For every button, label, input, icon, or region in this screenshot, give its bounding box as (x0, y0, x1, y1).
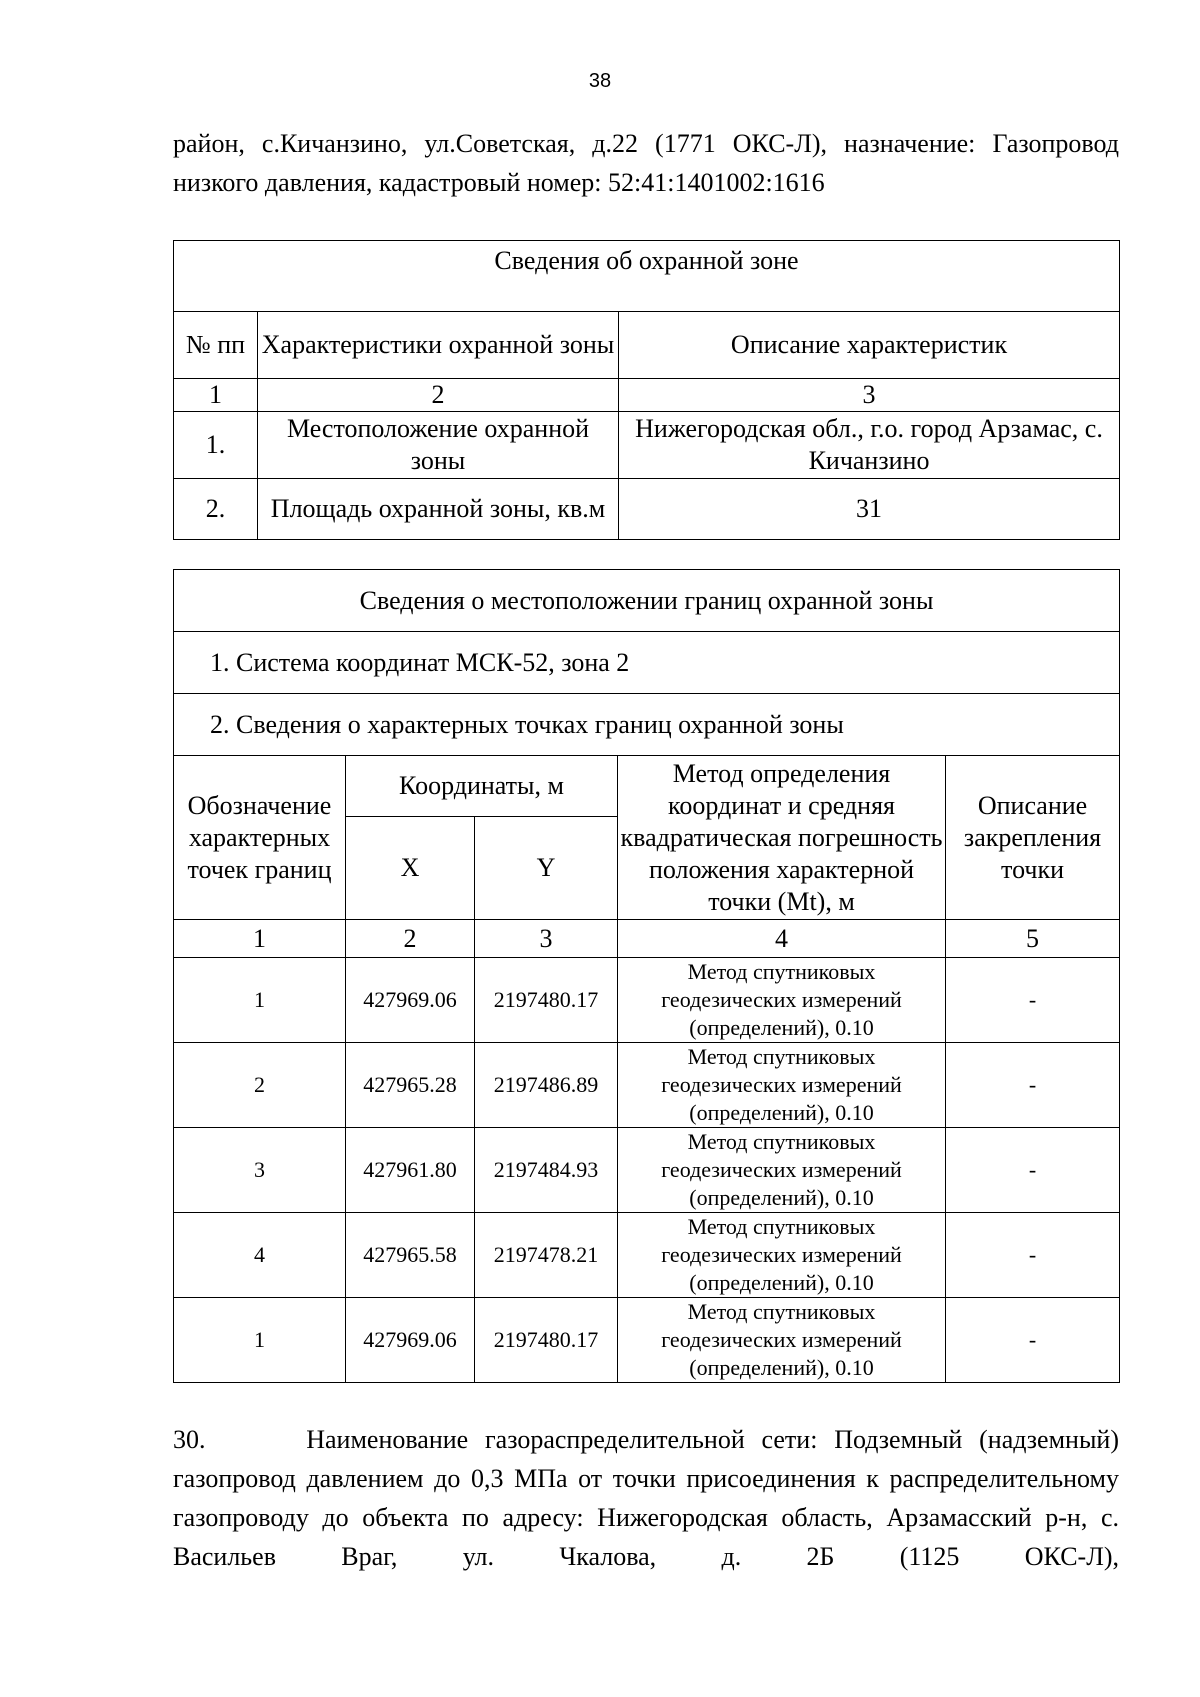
table-row (174, 412, 1120, 479)
header-designation: Обозначение характерных точек границ (174, 756, 346, 920)
point-id: 1 (174, 1298, 346, 1383)
table-row (174, 1213, 1120, 1298)
outro-number: 30. (173, 1425, 206, 1454)
table-row (174, 1043, 1120, 1128)
row-description: Нижегородская обл., г.о. город Арзамас, с. Кичанзино (619, 412, 1120, 479)
table-row (174, 958, 1120, 1043)
header-fixing: Описание закрепления точки (946, 756, 1120, 920)
row-num: 2. (174, 479, 258, 540)
col-number: 4 (618, 920, 946, 958)
coord-system: 1. Система координат МСК-52, зона 2 (174, 632, 1120, 694)
table-row (174, 1298, 1120, 1383)
row-characteristic: Площадь охранной зоны, кв.м (258, 479, 619, 540)
zone-info-table (173, 240, 1120, 540)
row-description: 31 (619, 479, 1120, 540)
intro-paragraph: район, с.Кичанзино, ул.Советская, д.22 (1771 ОКС-Л), назначение: Газопровод низкого давления, кадастровый номер: 52:41:1401002:1616 (173, 129, 1119, 197)
boundary-title: Сведения о местоположении границ охранной зоны (174, 570, 1120, 632)
col-number: 2 (258, 379, 619, 412)
point-y: 2197480.17 (475, 958, 618, 1043)
point-x: 427965.28 (346, 1043, 475, 1128)
point-y: 2197480.17 (475, 1298, 618, 1383)
point-x: 427969.06 (346, 1298, 475, 1383)
col-number: 3 (475, 920, 618, 958)
point-fixing: - (946, 958, 1120, 1043)
col-number: 2 (346, 920, 475, 958)
point-method: Метод спутниковых геодезических измерений (определений), 0.10 (618, 958, 946, 1043)
point-id: 3 (174, 1128, 346, 1213)
point-fixing: - (946, 1043, 1120, 1128)
header-method: Метод определения координат и средняя квадратическая погрешность положения характерной точки (Mt), м (618, 756, 946, 920)
points-title: 2. Сведения о характерных точках границ охранной зоны (174, 694, 1120, 756)
point-id: 2 (174, 1043, 346, 1128)
outro-paragraph (173, 1420, 1119, 1576)
point-x: 427969.06 (346, 958, 475, 1043)
point-method: Метод спутниковых геодезических измерений (определений), 0.10 (618, 1298, 946, 1383)
point-y: 2197478.21 (475, 1213, 618, 1298)
point-fixing: - (946, 1213, 1120, 1298)
zone-info-title: Сведения об охранной зоне (174, 241, 1120, 312)
table-row (174, 1128, 1120, 1213)
col-number: 1 (174, 920, 346, 958)
point-id: 1 (174, 958, 346, 1043)
point-y: 2197484.93 (475, 1128, 618, 1213)
header-y: Y (475, 817, 618, 920)
col-number: 5 (946, 920, 1120, 958)
header-characteristic: Характеристики охранной зоны (258, 312, 619, 379)
point-method: Метод спутниковых геодезических измерений (определений), 0.10 (618, 1043, 946, 1128)
point-fixing: - (946, 1128, 1120, 1213)
point-method: Метод спутниковых геодезических измерений (определений), 0.10 (618, 1128, 946, 1213)
header-description: Описание характеристик (619, 312, 1120, 379)
boundary-table (173, 569, 1120, 1383)
col-number: 3 (619, 379, 1120, 412)
row-num: 1. (174, 412, 258, 479)
header-coordinates: Координаты, м (346, 756, 618, 817)
point-method: Метод спутниковых геодезических измерений (определений), 0.10 (618, 1213, 946, 1298)
header-x: X (346, 817, 475, 920)
outro-text: Наименование газораспределительной сети: Подземный (надземный) газопровод давлением до 0,3 МПа от точки присоединения к распределительному газопроводу до объекта по адресу: Нижегородская область, Арзамасский р-н, с. Васильев Враг, ул. Чкалова, д. 2Б (1125 ОКС-Л), (173, 1425, 1120, 1571)
row-characteristic: Местоположение охранной зоны (258, 412, 619, 479)
point-y: 2197486.89 (475, 1043, 618, 1128)
header-num: № пп (174, 312, 258, 379)
table-row (174, 479, 1120, 540)
point-x: 427961.80 (346, 1128, 475, 1213)
point-x: 427965.58 (346, 1213, 475, 1298)
point-fixing: - (946, 1298, 1120, 1383)
page-number: 38 (588, 70, 612, 92)
col-number: 1 (174, 379, 258, 412)
point-id: 4 (174, 1213, 346, 1298)
